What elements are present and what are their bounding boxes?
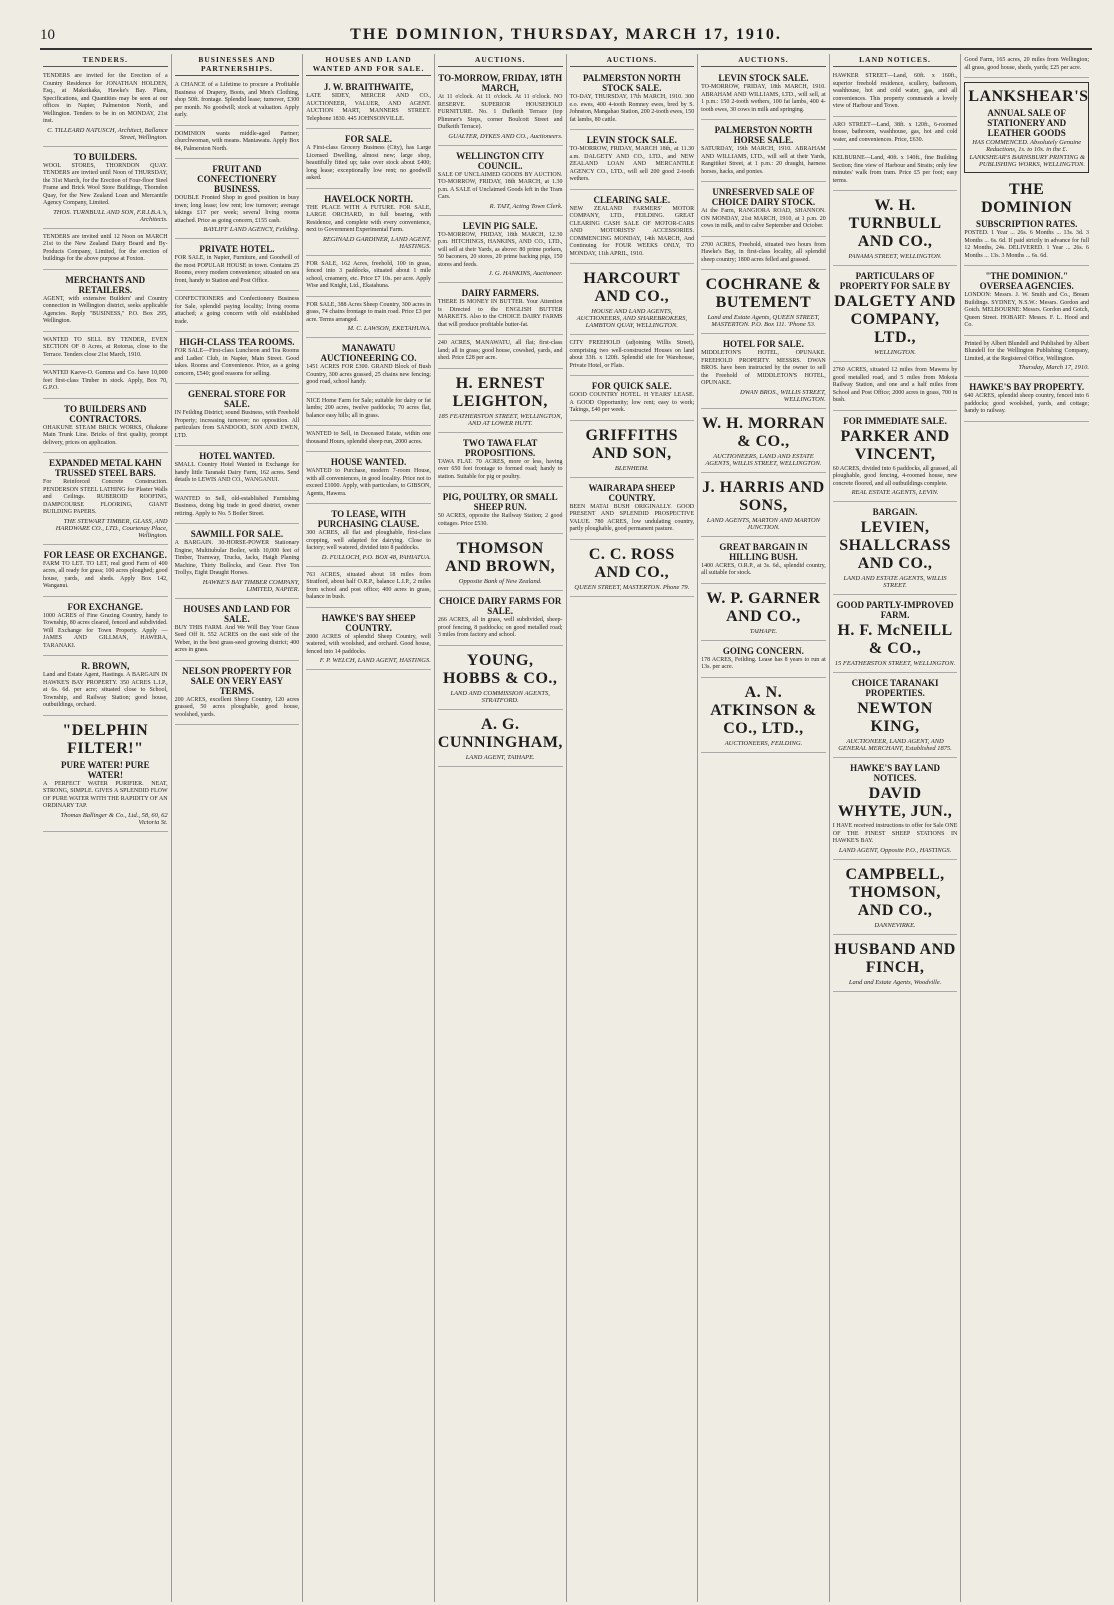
advertisement — [175, 241, 300, 291]
ad-signature: GUALTER, DYKES AND CO., Auctioneers. — [448, 132, 563, 140]
ad-body: 50 ACRES, opposite the Railway Station; 2 good cottages. Price £530. — [437, 513, 563, 527]
ad-heading: UNRESERVED SALE OF CHOICE DAIRY STOCK. — [711, 187, 816, 207]
ad-heading: HOUSES AND LAND FOR SALE. — [183, 603, 291, 624]
column-heading: BUSINESSES AND PARTNERSHIPS. — [175, 54, 300, 76]
advertisement — [43, 401, 168, 454]
ad-heading: HOTEL WANTED. — [199, 451, 275, 461]
ad-body: At the Farm, RANGIORA ROAD, SHANNON. ON MONDAY, 21st MARCH, 1910, at 1 p.m. 20 cows in milk, and to calve September and October. — [701, 208, 826, 229]
advertisement — [43, 149, 168, 229]
ad-body: TENDERS are invited until 12 Noon on MARCH 21st to the New Zealand Dairy Board and By-Products Company, Limited, for the erection of buildings for the above purpose at Foxton. — [43, 233, 168, 262]
ad-body: FOR SALE, 388 Acres Sheep Country, 300 acres in grass, 74 chains frontage to main road. Price £3 per acre. Terms arranged. — [306, 301, 431, 323]
ad-subline: Opposite Bank of New Zealand. — [458, 578, 542, 585]
ad-heading: WELLINGTON CITY COUNCIL. — [456, 150, 545, 171]
advertisement — [438, 712, 563, 767]
ad-subline: LAND AGENTS, MARTON AND MARTON JUNCTION. — [706, 516, 820, 531]
ad-subline: REAL ESTATE AGENTS, LEVIN. — [851, 489, 939, 496]
advertisement — [833, 675, 958, 758]
ad-body: DOUBLE Fronted Shop in good position in busy town; long lease; low rent; low turnover; average takings £17 per week; several living rooms attached. Price as going concern, £155 cash. — [174, 195, 300, 224]
advertisement — [438, 435, 563, 488]
ad-display-name: W. H. TURNBULL AND CO., — [848, 197, 942, 250]
advertisement — [701, 122, 826, 182]
advertisement — [438, 148, 563, 216]
ad-heading: HOTEL FOR SALE. — [723, 339, 804, 349]
page-number: 10 — [40, 26, 55, 43]
ad-body: WANTED Kaeve-O. Gumma and Co. have 10,000 feet first-class Timber in stock. Apply, Box 70, G.P.O. — [43, 370, 168, 391]
advertisement — [833, 70, 958, 117]
advertisement — [833, 937, 958, 992]
ad-body: At 11 o'clock. At 11 o'clock. At 11 o'clock. NO RESERVE. SUPERIOR HOUSEHOLD FURNITURE. No. 1 Dufkeith Terrace (top Plimmer's Steps, corner Boulcott Street and Dufkeith Terrace). — [437, 94, 563, 130]
column-4 — [435, 54, 567, 1602]
advertisement — [306, 258, 431, 297]
advertisement — [701, 272, 826, 334]
ad-heading: HAWKE'S BAY PROPERTY. — [969, 382, 1085, 392]
ad-display-name: C. C. ROSS AND CO., — [588, 545, 675, 581]
advertisement — [438, 536, 563, 591]
ad-signature: THOS. TURNBULL AND SON, F.R.I.B.A.'s, Architects. — [53, 208, 168, 223]
ad-heading: TO-MORROW, FRIDAY, 18TH MARCH, — [438, 73, 563, 93]
ad-body: AGENT, with extensive Builders' and Country connection in Wellington district, seeks applicable Agencies. Reply "BUSINESS," P.O. Box 295, Wellington. — [43, 295, 168, 324]
ad-body: NEW ZEALAND FARMERS' MOTOR COMPANY, LTD., FEILDING. GREAT CLEARING CASH SALE OF MOTOR-CARS AND MOTORISTS' ACCESSORIES. COMMENCING MONDAY, 14th MARCH, And Continuing for FOUR WEEKS ONLY, TO MONDAY, 11th APRIL, 1910. — [569, 205, 695, 257]
column-heading: LAND NOTICES. — [833, 54, 958, 67]
column-5 — [567, 54, 699, 1602]
ad-body: FOR SALE—First-class Luncheon and Tea Rooms and Ladies' Club, in Napier, Main Street. Good takes. Rooms and Convenience. Price, as a going concern, £540; good reasons for selling. — [174, 348, 300, 377]
ad-subline: BLENHEIM. — [614, 464, 649, 472]
ad-heading: CLEARING SALE. — [593, 194, 671, 205]
advertisement — [175, 293, 300, 332]
advertisement — [701, 643, 826, 678]
ad-heading: HOUSE WANTED. — [330, 457, 407, 467]
advertisement — [438, 371, 563, 433]
ad-heading: FOR EXCHANGE. — [67, 601, 144, 612]
column-3 — [303, 54, 435, 1602]
ad-heading: GOOD PARTLY-IMPROVED FARM. — [836, 600, 954, 620]
advertisement — [43, 70, 168, 147]
ad-body: THERE IS MONEY IN BUTTER. Your Attention is Directed to the ENGLISH BUTTER MARKETS. Also to the CHOICE DAIRY FARMS that will produce profitable butter-fat. — [437, 299, 563, 328]
advertisement — [175, 386, 300, 446]
advertisement — [701, 539, 826, 584]
ad-heading: CHOICE TARANAKI PROPERTIES. — [851, 678, 939, 698]
ad-body: TENDERS are invited for the Erection of a Country Residence for JONATHAN HOLDEN, Esq., at Makeikaka, Hawke's Bay. Plans, Specifications, and Quantities may be seen at our offices in Napier, Palmerston North, and Wellington. Tenders to be in on MONDAY, 21st inst. — [43, 73, 168, 124]
ad-display-name: "DELPHIN FILTER!" — [62, 721, 149, 757]
ad-display-name: LEVIEN, SHALLCRASS AND CO., — [839, 519, 951, 572]
ad-heading: BARGAIN. — [872, 507, 918, 517]
ad-heading: FRUIT AND CONFECTIONERY BUSINESS. — [197, 164, 277, 194]
ad-heading: LEVIN STOCK SALE. — [718, 73, 809, 83]
ad-heading: TO BUILDERS. — [73, 151, 137, 162]
ad-body: TO-MORROW, FRIDAY, 18th MARCH, 12.30 p.m. HITCHINGS, HANKINS, AND CO., LTD., will sell at their Yards, as above: 80 prime porkers, 50 baconers, 20 stores, 20 prime backing pigs, 150 stores and feeds. — [437, 231, 563, 268]
ad-heading: LEVIN STOCK SALE. — [586, 135, 677, 145]
advertisement — [306, 191, 431, 256]
ad-heading: EXPANDED METAL KAHN TRUSSED STEEL BARS. — [48, 458, 162, 478]
ad-subline: LAND AGENT, TAIHAPE. — [465, 753, 535, 761]
advertisement — [306, 395, 431, 427]
advertisement — [964, 54, 1089, 78]
ad-heading: FOR LEASE OR EXCHANGE. — [43, 549, 167, 560]
ad-display-name: LANKSHEAR'S — [968, 88, 1089, 105]
ad-heading: MANAWATU AUCTIONEERING CO. — [320, 343, 417, 363]
ad-body: 240 ACRES, MANAWATU, all flat; first-class land; all in grass; good house, cowshed, yards, and shed. Price £28 per acre. — [437, 340, 563, 361]
ad-subline: LAND AND COMMISSION AGENTS, STRATFORD. — [450, 689, 550, 704]
page-title: THE DOMINION, THURSDAY, MARCH 17, 1910. — [350, 26, 782, 43]
ad-display-name: COCHRANE & BUTEMENT — [705, 276, 822, 311]
ad-body: WANTED to Purchase, modern 7-room House, with all conveniences, in good locality. Price not to exceed £1000. Apply, with particulars, to GIBSON, Agents, Hawera. — [306, 468, 431, 497]
advertisement — [570, 266, 695, 335]
advertisement — [175, 79, 300, 126]
ad-signature: F. P. WELCH, LAND AGENT, HASTINGS. — [319, 657, 431, 664]
ad-signature: THE STEWART TIMBER, GLASS, AND HARDWARE CO., LTD., Courtenay Place, Wellington. — [55, 517, 168, 539]
ad-heading: HAWKE'S BAY SHEEP COUNTRY. — [321, 612, 416, 633]
advertisement — [833, 760, 958, 860]
advertisement — [701, 336, 826, 409]
ad-heading: R. BROWN, — [81, 661, 130, 671]
ad-heading: FOR IMMEDIATE SALE. — [843, 415, 947, 426]
ad-heading: PALMERSTON NORTH STOCK SALE. — [583, 73, 681, 93]
ad-body: FOR SALE, 162 Acres, freehold, 100 in grass, fenced into 3 paddocks, situated about 1 mile school, creamery, etc. Price £7 10s. per acre. Apply Wise and Knight, Ltd., Ekatahuna. — [306, 260, 431, 289]
advertisement — [701, 586, 826, 641]
masthead — [40, 22, 1092, 50]
ad-body: TAWA FLAT. 70 ACRES, more or less, having over 650 feet frontage to formed road; handy to station. Suitable for pig or poultry. — [437, 458, 563, 480]
ad-body: 640 ACRES, splendid sheep country, fenced into 6 paddocks; good woolshed, yards, and cottage; handy to railway. — [964, 393, 1089, 414]
ad-heading: SUBSCRIPTION RATES. — [976, 219, 1078, 229]
advertisement — [306, 131, 431, 189]
ad-display-name: CAMPBELL, THOMSON, AND CO., — [845, 865, 945, 919]
ad-display-name: W. P. GARNER AND CO., — [706, 589, 821, 625]
ad-heading: WAIRARAPA SHEEP COUNTRY. — [588, 482, 676, 503]
ad-body: HAWKER STREET—Land, 60ft. x 160ft., superior freehold residence, scullery, bathroom, washhouse, hot and cold water, gas, and all conveniences. This property commands a lovely view of Harbour and Town. — [832, 73, 958, 109]
ad-subline: 185 FEATHERSTON STREET, WELLINGTON, AND AT LOWER HUTT. — [438, 412, 563, 427]
advertisement — [175, 663, 300, 726]
advertisement — [175, 601, 300, 661]
ad-heading: GREAT BARGAIN IN HILLING BUSH. — [719, 541, 808, 562]
ad-body: WANTED to Sell, in Deceased Estate, within one thousand Hours, splendid sheep run, 2000 acres. — [306, 431, 431, 445]
ad-display-name: W. H. MORRAN & CO., — [702, 414, 825, 450]
advertisement — [306, 79, 431, 129]
advertisement — [701, 184, 826, 237]
advertisement — [964, 177, 1089, 266]
advertisement — [701, 680, 826, 753]
ad-body: 200 ACRES, excellent Sheep Country, 120 acres grassed, 50 acres ploughable, good house, woolshed, yards. — [174, 696, 300, 718]
ad-heading: SAWMILL FOR SALE. — [190, 529, 284, 539]
ad-body: DOMINION wants middle-aged Partner; churchwoman, with means. Maniawatu. Apply Box 84, Palmerston North. — [174, 130, 300, 152]
ad-display-name: PARKER AND VINCENT, — [840, 427, 950, 463]
ad-signature: REGINALD GARDINER, LAND AGENT, HASTINGS. — [322, 235, 431, 250]
ad-display-name: THE DOMINION — [981, 181, 1073, 216]
advertisement — [438, 70, 563, 146]
advertisement — [306, 428, 431, 452]
ad-body: 1000 ACRES of Fine Grazing Country, handy to Township, 80 acres cleared, fenced and subdivided. Will Exchange for Town Property. Apply — JAMES AND GILLMAN, HAWERA, TARANAKI. — [43, 612, 168, 649]
ad-body: Good Farm, 165 acres, 20 miles from Wellington; all grass, good house, sheds, yards; £25 per acre. — [964, 57, 1089, 71]
ad-body: 2760 ACRES, situated 12 miles from Mawera by good metalled road, and 5 miles from Mokoia Railway Station, and one and a half miles from School and Post Office; 2000 acres in grass, 700 in bush. — [832, 367, 958, 403]
ad-heading: TO LEASE, WITH PURCHASING CLAUSE. — [317, 509, 420, 529]
ad-signature: D. FULLOCH, P.O. BOX 48, PAHIATUA. — [321, 553, 431, 561]
ad-body: BEEN MATAI BUSH ORIGINALLY. GOOD PRESENT AND SPLENDID PROSPECTIVE VALUE. 780 ACRES, low undulating country, partly ploughable, good permanent pasture. — [569, 503, 695, 532]
ad-subline: TAIHAPE. — [749, 627, 778, 635]
ad-subline: AUCTIONEERS, FEILDING. — [724, 739, 803, 747]
advertisement — [306, 299, 431, 339]
advertisement — [438, 489, 563, 534]
ad-heading: CHOICE DAIRY FARMS FOR SALE. — [438, 596, 562, 616]
advertisement — [175, 448, 300, 491]
ad-subline: Land and Estate Agents, Woodville. — [848, 978, 942, 986]
ad-body: A PERFECT WATER PURIFIER. NEAT, STRONG, SIMPLE. GIVES A SPLENDID FLOW OF PURE WATER WITH THE RAPIDITY OF AN ORDINARY TAP. — [43, 780, 168, 809]
ad-subline: WELLINGTON. — [874, 349, 917, 356]
advertisement — [43, 455, 168, 545]
ad-body: LATE SIDEY, MERCER AND CO., AUCTIONEER, VALUER, AND AGENT. AUCTION MART, MANNERS STREET. Telephone 1830. 445 JOHNSONVILLE. — [306, 93, 431, 122]
ad-subline: AUCTIONEER, LAND AGENT, AND GENERAL MERCHANT, Established 1875. — [838, 738, 952, 752]
ad-subline: LAND AND ESTATE AGENTS, WILLIS STREET. — [843, 575, 947, 589]
ad-signature: Thursday, March 17, 1910. — [1018, 364, 1089, 371]
ad-body: LONDON: Messrs. J. W. Smith and Co., Bream Buildings. SYDNEY, N.S.W.: Messrs. Gordon and Gotch. MELBOURNE: Messrs. Gordon and Gotch, Queen Street. HOBART: Messrs. F. L. Hood and Co. — [964, 292, 1089, 328]
advertisement — [833, 119, 958, 151]
ad-heading: HAVELOCK NORTH. — [324, 193, 413, 204]
ad-body: 1451 ACRES FOR £300. GRAND Block of Bush Country, 300 acres grassed, 25 chains new fencing; good road, school handy. — [306, 364, 431, 385]
ad-body: 60 ACRES, divided into 6 paddocks, all grassed, all ploughable, good fencing, 4-roomed house, new concrete floored, and all outbuildings complete. — [832, 465, 958, 487]
advertisement — [438, 648, 563, 710]
ad-heading: J. W. BRAITHWAITE, — [323, 82, 414, 92]
ad-body: WANTED TO SELL BY TENDER, EVEN SECTION OF 8 Acres, at Rotorua, close to the Terrace. Tenders close 21st March, 1910. — [43, 336, 168, 358]
ad-body: WANTED to Sell, old-established Furnishing Business, doing big trade in good district, owner retiring. Apply to No. 5 Boiler Street. — [174, 495, 300, 517]
advertisement — [175, 161, 300, 239]
ad-display-name: H. F. McNEILL & CO., — [837, 622, 953, 657]
advertisement — [833, 597, 958, 673]
advertisement — [306, 340, 431, 393]
ad-body: NICE Home Farm for Sale; suitable for dairy or fat lambs; 200 acres, twelve paddocks; 70 acres flat, balance easy hills; all in grass. — [306, 397, 431, 419]
ad-heading: NELSON PROPERTY FOR SALE ON VERY EASY TERMS. — [182, 665, 292, 696]
ad-body: IN Feilding District; sound Business, with Freehold Property; increasing turnover; no opposition. All particulars from SANDOOD, SON AND EWEN, LTD. — [174, 410, 300, 439]
ad-heading: MERCHANTS AND RETAILERS. — [65, 274, 146, 295]
advertisement — [570, 192, 695, 265]
advertisement — [964, 379, 1089, 422]
ad-heading: GOING CONCERN. — [722, 645, 804, 656]
ad-signature: J. G. HANKINS, Auctioneer. — [488, 270, 563, 277]
ad-body: SALE OF UNCLAIMED GOODS BY AUCTION. TO-MORROW, FRIDAY, 18th MARCH, at 1.30 p.m. A SALE of Unclaimed Goods left in the Tram Cars. — [437, 171, 563, 200]
advertisement — [570, 480, 695, 540]
column-8 — [961, 54, 1092, 1602]
ad-body: 1400 ACRES, O.R.P., at 3s. 6d., splendid country, all suitable for stock. — [701, 562, 826, 576]
ad-signature: DWAN BROS., WILLIS STREET, WELLINGTON. — [740, 388, 826, 403]
ad-display-name: YOUNG, HOBBS & CO., — [442, 651, 558, 687]
ad-body: CONFECTIONERS and Confectionery Business for Sale, splendid paying locality; living rooms attached; a going concern with old established trade. — [174, 296, 300, 325]
ad-heading: TO BUILDERS AND CONTRACTORS. — [64, 403, 147, 424]
ad-body: 300 ACRES, all flat and ploughable, first-class cropping, well adapted for dairying. Close to factory; well watered, divided into 8 paddocks. — [306, 530, 431, 551]
advertisement — [833, 193, 958, 266]
ad-body: TO-MORROW, FRIDAY, 18th MARCH, 1910. ABRAHAM AND WILLIAMS, LTD., will sell, at 1 p.m.: 150 2-tooth wethers, 100 fat lambs, 400 4-tooth ewes, 30 cows in milk and springing. — [701, 84, 826, 113]
ad-subline: LAND AGENT, Opposite P.O., HASTINGS. — [838, 846, 952, 854]
ad-display-name: A. G. CUNNINGHAM, — [437, 715, 563, 751]
ad-subline: HAS COMMENCED. Absolutely Genuine Reductions, 1s. to 10s. in the £. — [972, 139, 1082, 153]
ad-signature: R. TAIT, Acting Town Clerk. — [489, 202, 563, 210]
advertisement — [43, 231, 168, 270]
column-7 — [830, 54, 962, 1602]
ad-subline: PANAMA STREET, WELLINGTON. — [848, 253, 942, 260]
advertisement — [175, 526, 300, 599]
ad-display-name: H. ERNEST LEIGHTON, — [452, 374, 548, 410]
ad-body: TO-MORROW, FRIDAY, MARCH 18th, at 11.30 a.m. DALGETY AND CO., LTD., and NEW ZEALAND LOAN AND MERCANTILE AGENCY CO., LTD., will sell 200 good 2-tooth wethers. — [569, 146, 695, 182]
advertisement — [701, 475, 826, 537]
ad-body: SMALL Country Hotel Wanted in Exchange for handy little Taranaki Dairy Farm, 162 acres. Send details to LEWIS AND CO., WANGANUI. — [174, 462, 300, 483]
advertisement — [964, 82, 1089, 173]
advertisement — [833, 413, 958, 503]
ad-body: Land and Estate Agent, Hastings. A BARGAIN IN HAWKE'S BAY PROPERTY. 350 ACRES L.I.P., at 6s. 6d. per acre; situated close to School, Township, and Railway Station; good house, outbuildings, orchard. — [43, 672, 168, 708]
ad-display-name: NEWTON KING, — [857, 700, 933, 735]
advertisement — [306, 569, 431, 608]
ad-heading: TWO TAWA FLAT PROPOSITIONS. — [462, 437, 538, 458]
advertisement — [964, 338, 1089, 378]
ad-heading: FOR SALE. — [345, 134, 393, 144]
ad-heading: HAWKE'S BAY LAND NOTICES. — [850, 763, 940, 783]
ad-body: 266 ACRES, all in grass, well subdivided, sheep-proof fencing, 8 paddocks; on good metalled road; 3 miles from factory and school. — [437, 617, 563, 638]
ad-body: Printed by Albert Blundell and Published by Albert Blundell for the Wellington Publishing Company, Limited, at the Registered Office, Wellington. — [964, 340, 1089, 362]
ad-heading: PURE WATER! PURE WATER! — [60, 759, 150, 780]
advertisement — [570, 132, 695, 190]
advertisement — [43, 547, 168, 597]
ad-heading: "THE DOMINION." OVERSEA AGENCIES. — [979, 271, 1074, 291]
ad-body: BUY THIS FARM. And We Will Buy Your Grass Seed Off It. 552 ACRES on the east side of the Weber, in the best grass-seed growing district; 400 acres in grass. — [174, 624, 300, 653]
advertisement — [43, 599, 168, 657]
ad-signature: HAWKE'S BAY TIMBER COMPANY, LIMITED, NAPIER. — [202, 578, 300, 593]
ad-body: OHAKUNE STEAM BRICK WORKS, Ohakune Main Trunk Line. Bricks of first quality, prompt delivery, prices on application. — [43, 424, 168, 446]
advertisement — [43, 658, 168, 716]
advertisement — [175, 334, 300, 384]
ad-heading: FOR QUICK SALE. — [591, 381, 672, 391]
ad-heading: PARTICULARS OF PROPERTY FOR SALE BY — [839, 271, 951, 291]
ad-display-name: J. HARRIS AND SONS, — [702, 478, 825, 514]
advertisement — [570, 423, 695, 478]
ad-display-name: A. N. ATKINSON & CO., LTD., — [710, 683, 817, 737]
ad-display-name: HUSBAND AND FINCH, — [834, 940, 956, 976]
ad-body: MIDDLETON'S HOTEL, OPUNAKE. FREEHOLD PROPERTY. MESSRS. DWAN BROS. have been instructed by the owner to sell the Freehold of MIDDLETON'S HOTEL, OPUNAKE. — [701, 350, 826, 386]
ad-heading: PALMERSTON NORTH HORSE SALE. — [714, 125, 813, 145]
ad-heading: GENERAL STORE FOR SALE. — [188, 389, 286, 409]
advertisement — [570, 378, 695, 421]
advertisement — [175, 128, 300, 160]
ad-body: I HAVE received instructions to offer for Sale ONE OF THE FINEST SHEEP STATIONS IN HAWKE'S BAY. — [832, 823, 958, 844]
ad-heading: PRIVATE HOTEL. — [199, 244, 275, 254]
advertisement — [964, 268, 1089, 336]
advertisement — [306, 506, 431, 567]
column-2 — [172, 54, 304, 1602]
ad-body: 2000 ACRES of splendid Sheep Country, well watered, with woolshed, and orchard. Good house, fenced into 14 paddocks. — [306, 633, 431, 655]
advertisement — [43, 718, 168, 832]
ad-body: 763 ACRES, situated about 18 miles from Stratford, about half O.R.P., balance L.I.P., 2 miles from school and post office; 400 acres in grass, balance in bush. — [306, 571, 431, 600]
ad-subline: 15 FEATHERSTON STREET, WELLINGTON. — [834, 660, 956, 667]
ad-body: For Reinforced Concrete Construction. PENDERSON STEEL LATHING for Plaster Walls and Ceilings. RUBEROID ROOFING, DAMPCOURSE FLOORING, GIANT BUILDING PAPERS. — [43, 479, 168, 515]
ad-body: A First-class Grocery Business (City), has Large Licensed Dwelling, almost new; large shop, beautifully fitted up; take over stock about £400; long lease; exceptionally low rent; no goodwill asked. — [306, 145, 431, 181]
column-heading: HOUSES AND LAND WANTED AND FOR SALE. — [306, 54, 431, 76]
ad-signature: BAYLIFF LAND AGENCY, Feilding. — [203, 226, 300, 233]
ad-body: FOR SALE, in Napier, Furniture, and Goodwill of the most POPULAR HOUSE in town. Contains 25 Rooms, every modern convenience; situated on sea front, handy to Station and Post Office. — [174, 255, 300, 284]
column-heading: TENDERS. — [43, 54, 168, 67]
advertisement — [570, 337, 695, 376]
advertisement — [438, 285, 563, 335]
ad-body: TO-DAY, THURSDAY, 17th MARCH, 1910. 300 e.o. ewes, 400 4-tooth Romney ewes, bred by S. Johnston, Mangahao Station, 200 2-tooth ewes, 150 fat lambs, 80 cattle. — [569, 94, 695, 123]
ad-subline: AUCTIONEERS, LAND AND ESTATE AGENTS, WILLIS STREET, WELLINGTON. — [705, 452, 822, 467]
ad-body: KELBURNE—Land, 40ft. x 140ft., fine Building Section; fine view of Harbour and Straits; only few minutes' walk from tram. Price £5 per foot; easy terms. — [832, 155, 958, 184]
ad-body: 178 ACRES, Feilding. Lease has 8 years to run at 13s. per acre. — [701, 656, 826, 670]
ad-subline: Land and Estate Agents, QUEEN STREET, MASTERTON. P.O. Box 111. 'Phone 53. — [707, 314, 820, 328]
advertisement — [43, 334, 168, 366]
ad-body: CITY FREEHOLD (adjoining Willis Street), comprising two well-constructed Houses on land about 33ft. x 120ft. Splendid site for Warehouse, Private Hotel, or Flats. — [569, 340, 695, 369]
ad-subline: HOUSE AND LAND AGENTS, AUCTIONEERS, AND SHAREBROKERS, LAMBTON QUAY, WELLINGTON. — [576, 308, 687, 329]
advertisement — [833, 152, 958, 191]
ad-body: WOOL STORES, THORNDON QUAY. TENDERS are invited until Noon of THURSDAY, the 31st March, for the Erection of Four-floor Steel Frame and Brick Wool Store Buildings, Thorndon Quay, for the New Zealand Loan and Mercantile Agency Company, Limited. — [43, 162, 168, 206]
column-heading: AUCTIONS. — [438, 54, 563, 67]
column-heading: AUCTIONS. — [570, 54, 695, 67]
ad-signature: LANKSHEAR'S BARNSBURY PRINTING & PUBLISHING WORKS, WELLINGTON. — [969, 154, 1085, 168]
ad-body: ARO STREET—Land, 38ft. x 120ft., 6-roomed house, bathroom, washhouse, gas, hot and cold water, and conveniences. Price, £630. — [832, 121, 958, 143]
advertisement — [306, 454, 431, 504]
ad-subline: QUEEN STREET, MASTERTON. Phone 79. — [574, 583, 690, 591]
advertisement — [43, 272, 168, 332]
ad-body: SATURDAY, 19th MARCH, 1910. ABRAHAM AND WILLIAMS, LTD., will sell at their Yards, Rangitikei Street, at 1 p.m.: 20 draught, harness horses, hacks, and ponies. — [701, 146, 826, 175]
ad-body: A CHANCE of a Lifetime to procure a Profitable Business of Drapery, Boots, and Men's Clothing, shop 50ft. frontage. Splendid lease; turnover, £300 per month. No goodwill; stock at valuation. Apply early. — [174, 82, 300, 118]
ad-body: THE PLACE WITH A FUTURE. FOR SALE, LARGE ORCHARD, in full bearing, with Residence, and complete with every convenience, next to Government Experimental Farm. — [306, 204, 431, 233]
ad-display-name: DAVID WHYTE, JUN., — [837, 785, 953, 820]
advertisement — [833, 268, 958, 362]
ad-body: A BARGAIN. 30-HORSE-POWER Stationary Engine, Multitubular Boiler, with 10,000 feet of Timber, Tramway, Trucks, Jacks, Haigh Planing Machine, Thirty Bullocks, and Gear. Five Ton Trollys, Eight Draught Horses. — [174, 540, 300, 576]
column-heading: AUCTIONS. — [701, 54, 826, 67]
ad-signature: M. C. LAWSON, EKETAHUNA. — [347, 325, 431, 332]
ad-display-name: THOMSON AND BROWN, — [445, 540, 556, 575]
ad-body: 2700 ACRES, Freehold, situated two hours from Hawke's Bay, in first-class locality, all splendid sheep country; 1800 acres felled and grassed. — [701, 241, 826, 263]
ad-heading: HIGH-CLASS TEA ROOMS. — [179, 337, 295, 347]
advertisement — [175, 493, 300, 525]
ad-body: FARM TO LET. TO LET, real good Farm of 400 acres, all ready for grass; 100 acres ploughed; good house, yards, and sheds. Apply Box 142, Wanganui. — [43, 560, 168, 589]
ad-display-name: DALGETY AND COMPANY, LTD., — [834, 293, 956, 346]
advertisement — [438, 218, 563, 284]
advertisement — [833, 504, 958, 595]
column-6 — [698, 54, 830, 1602]
advertisement — [833, 364, 958, 411]
ad-heading: PIG, POULTRY, OR SMALL SHEEP RUN. — [442, 492, 558, 512]
ad-subline: DANNEVIRKE. — [874, 921, 916, 929]
advertisement — [833, 862, 958, 935]
ad-signature: Thomas Ballinger & Co., Ltd., 58, 60, 62 Victoria St. — [60, 811, 168, 826]
ad-body: POSTED. 1 Year ... 26s. 6 Months ... 13s. 3d. 3 Months ... 6s. 6d. If paid strictly in advance for full 12 Months, 24s. DELIVERED. 1 Year ... 26s. 6 Months ... 13s. 3 Months ... 6s. 6d. — [964, 230, 1089, 259]
columns — [40, 54, 1092, 1602]
advertisement — [306, 610, 431, 671]
ad-heading: ANNUAL SALE OF STATIONERY AND LEATHER GOODS — [987, 108, 1067, 138]
advertisement — [438, 337, 563, 369]
ad-display-name: GRIFFITHS AND SON, — [585, 426, 679, 462]
ad-heading: LEVIN PIG SALE. — [462, 220, 538, 231]
advertisement — [701, 70, 826, 120]
ad-display-name: HARCOURT AND CO., — [583, 270, 681, 305]
ad-signature: C. TILLEARD NATUSCH, Architect, Ballance Street, Wellington. — [47, 126, 168, 141]
advertisement — [701, 411, 826, 473]
advertisement — [438, 593, 563, 646]
advertisement — [43, 367, 168, 399]
ad-heading: DAIRY FARMERS. — [461, 288, 539, 298]
advertisement — [570, 70, 695, 130]
ad-body: GOOD COUNTRY HOTEL. H YEARS' LEASE. A GOOD Opportunity; low rent; easy to work; Takings, £40 per week. — [569, 392, 695, 413]
advertisement — [570, 542, 695, 597]
column-1 — [40, 54, 172, 1602]
advertisement — [701, 239, 826, 271]
